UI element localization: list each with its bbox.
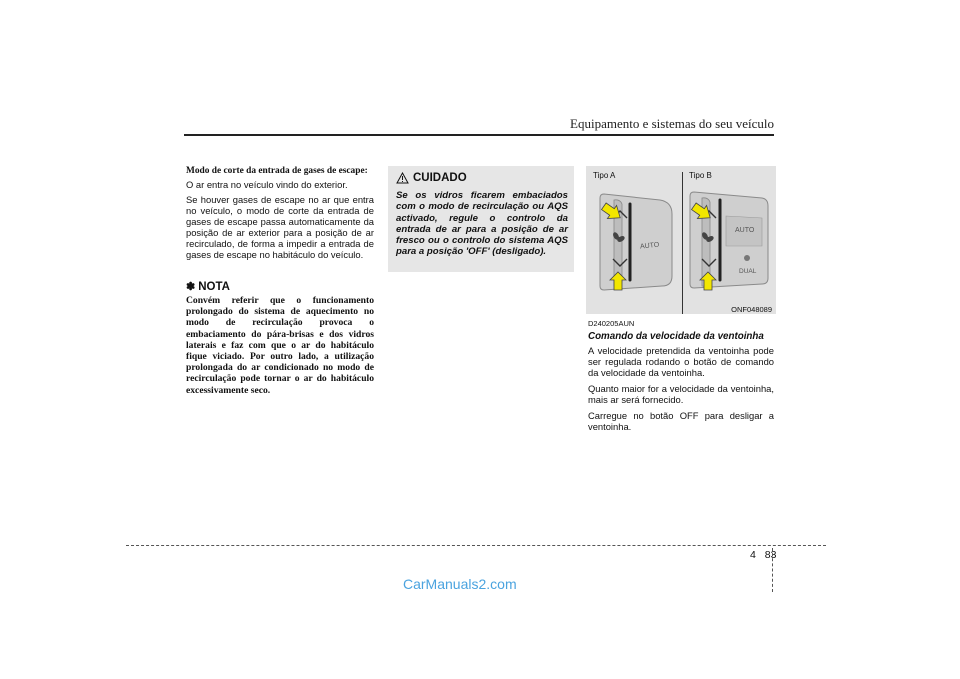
paragraph: A velocidade pretendida da ventoinha pode ser regulada rodando o botão de comando da velocidade da ventoinha. xyxy=(588,345,774,378)
paragraph: Se houver gases de escape no ar que entra no veículo, o modo de corte da entrada de gases de escape passa automaticamente da posição de ar exterior para a posição de ar recirculado, de forma a impedir a entrada de gases de escape no habitáculo do veículo. xyxy=(186,194,374,260)
dual-button-label: DUAL xyxy=(739,268,757,275)
type-b-panel xyxy=(690,192,768,288)
note-body: Convém referir que o funcionamento prolongado do sistema de aquecimento no modo de recirculação provoca o embaciamento do pára-brisas e dos vidros laterais e faz com que o ar do habitáculo fique viciado. Por outro lado, a utilização prolongada do ar condicionado no modo de recirculação pode tornar o ar do habitáculo excessivamente seco. xyxy=(186,295,374,396)
section-code: D240205AUN xyxy=(588,319,635,328)
type-b-label: Tipo B xyxy=(689,171,712,180)
section-header-title: Equipamento e sistemas do seu veículo xyxy=(570,116,774,131)
note-title xyxy=(186,282,374,293)
figure-divider xyxy=(682,172,683,314)
caution-box xyxy=(388,166,574,272)
caution-body: Se os vidros ficarem embaciados com o modo de recirculação ou AQS activado, regule o controlo da entrada de ar para a posição de ar fresco ou o controlo do sistema AQS para a posição 'OFF' (desligado). xyxy=(396,190,568,258)
paragraph: O ar entra no veículo vindo do exterior. xyxy=(186,179,348,190)
right-column xyxy=(588,318,774,437)
footer-vertical-rule xyxy=(772,548,773,592)
warning-triangle-icon xyxy=(396,172,409,184)
caution-header xyxy=(396,172,467,184)
fan-control-figure xyxy=(586,166,776,314)
auto-button-b-label: AUTO xyxy=(735,227,755,234)
caution-title: CUIDADO xyxy=(413,172,467,184)
chapter-number: 4 xyxy=(750,549,756,561)
paragraph: Quanto maior for a velocidade da ventoinha, mais ar será fornecido. xyxy=(588,383,774,405)
fan-control-illustration xyxy=(586,166,776,314)
page-number-value: 83 xyxy=(764,549,777,561)
auto-button-a-label: AUTO xyxy=(639,241,660,251)
watermark-link[interactable]: CarManuals2.com xyxy=(403,576,517,592)
note-title-text: NOTA xyxy=(198,281,230,293)
exhaust-cutoff-heading: Modo de corte da entrada de gases de escape: xyxy=(186,166,368,176)
dual-indicator-led xyxy=(744,255,750,261)
note-star-icon: ✽ xyxy=(186,281,196,293)
left-column xyxy=(186,166,374,400)
header-rule xyxy=(184,134,774,136)
figure-code: ONF048089 xyxy=(731,305,772,314)
type-a-label: Tipo A xyxy=(593,171,616,180)
fan-speed-subheading: Comando da velocidade da ventoinha xyxy=(588,331,764,342)
paragraph: Carregue no botão OFF para desligar a ventoinha. xyxy=(588,410,774,432)
footer-dashed-rule xyxy=(126,545,826,546)
